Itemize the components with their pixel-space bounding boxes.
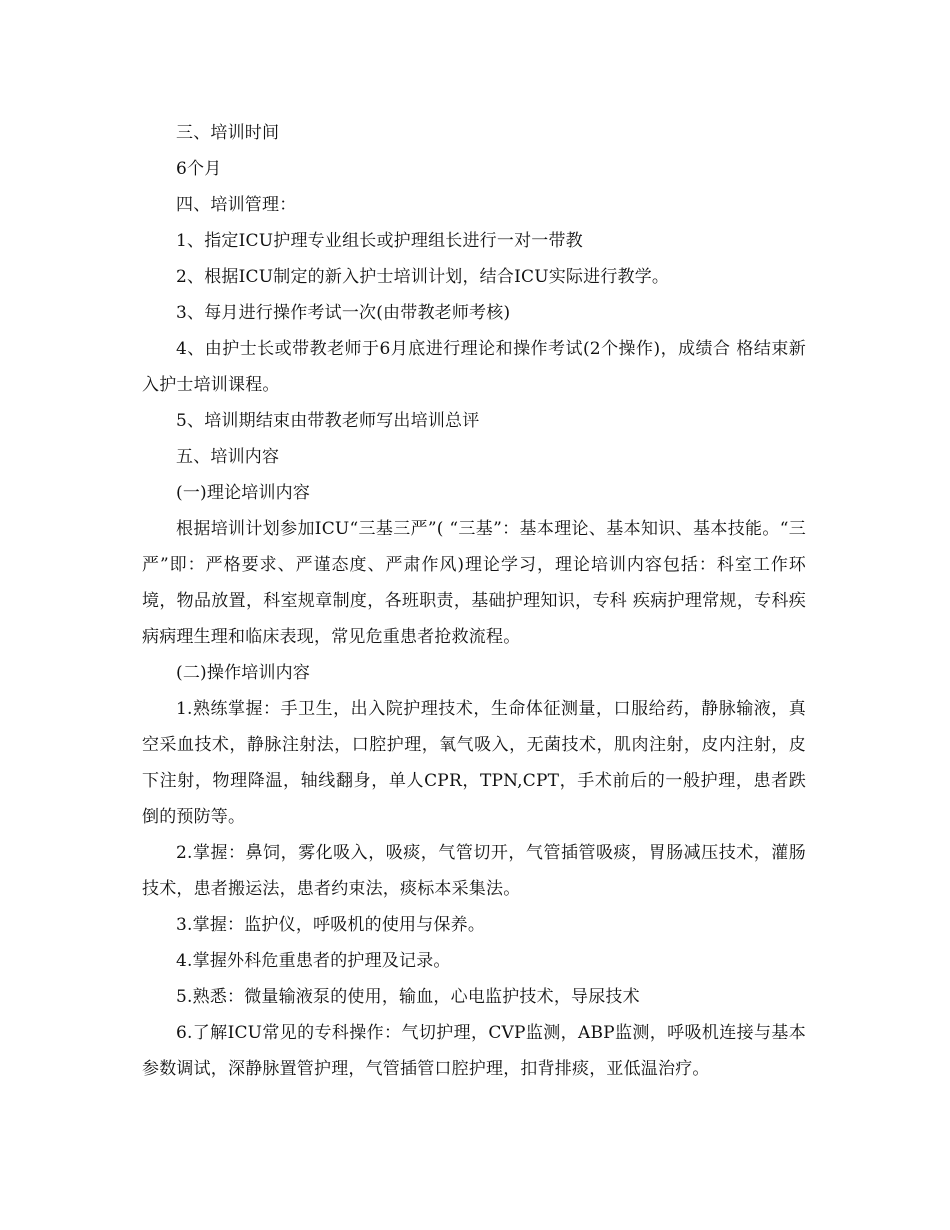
theory-training-paragraph: 根据培训计划参加ICU“三基三严”( “三基”：基本理论、基本知识、基本技能。“三严”即：严格要求、严谨态度、严肃作风)理论学习，理论培训内容包括：科室工作环境，物品放置，科室规章制度，各班职责，基础护理知识，专科 疾病护理常规，专科疾病病理生理和临床表现，常见危重患者抢救流程。 [142, 519, 806, 647]
subheading-theory-training: (一)理论培训内容 [176, 483, 311, 503]
subheading-operation-training: (二)操作培训内容 [176, 663, 311, 683]
management-item-2: 2、根据ICU制定的新入护士培训计划，结合ICU实际进行教学。 [176, 267, 670, 287]
operation-item-2: 2.掌握：鼻饲，雾化吸入，吸痰，气管切开，气管插管吸痰，胃肠减压技术，灌肠技术，患者搬运法，患者约束法，痰标本采集法。 [142, 843, 806, 899]
operation-item-4: 4.掌握外科危重患者的护理及记录。 [176, 951, 451, 971]
section-heading-training-time: 三、培训时间 [176, 123, 280, 143]
management-item-5: 5、培训期结束由带教老师写出培训总评 [176, 411, 480, 431]
management-item-4: 4、由护士长或带教老师于6月底进行理论和操作考试(2个操作)，成绩合 格结束新入护士培训课程。 [142, 339, 806, 395]
operation-item-1: 1.熟练掌握：手卫生，出入院护理技术，生命体征测量，口服给药，静脉输液，真空采血技术，静脉注射法，口腔护理，氧气吸入，无菌技术，肌肉注射，皮内注射，皮下注射，物理降温，轴线翻身，单人CPR，TPN,CPT，手术前后的一般护理，患者跌倒的预防等。 [142, 699, 806, 827]
operation-item-6: 6.了解ICU常见的专科操作：气切护理，CVP监测，ABP监测，呼吸机连接与基本参数调试，深静脉置管护理，气管插管口腔护理，扣背排痰，亚低温治疗。 [142, 1023, 806, 1079]
section-heading-training-content: 五、培训内容 [176, 447, 280, 467]
training-duration: 6个月 [176, 159, 222, 179]
document-body [142, 115, 806, 1087]
operation-item-3: 3.掌握：监护仪，呼吸机的使用与保养。 [176, 915, 486, 935]
section-heading-training-management: 四、培训管理： [176, 195, 297, 215]
management-item-1: 1、指定ICU护理专业组长或护理组长进行一对一带教 [176, 231, 583, 251]
management-item-3: 3、每月进行操作考试一次(由带教老师考核) [176, 303, 511, 323]
operation-item-5: 5.熟悉：微量输液泵的使用，输血，心电监护技术，导尿技术 [176, 987, 640, 1007]
